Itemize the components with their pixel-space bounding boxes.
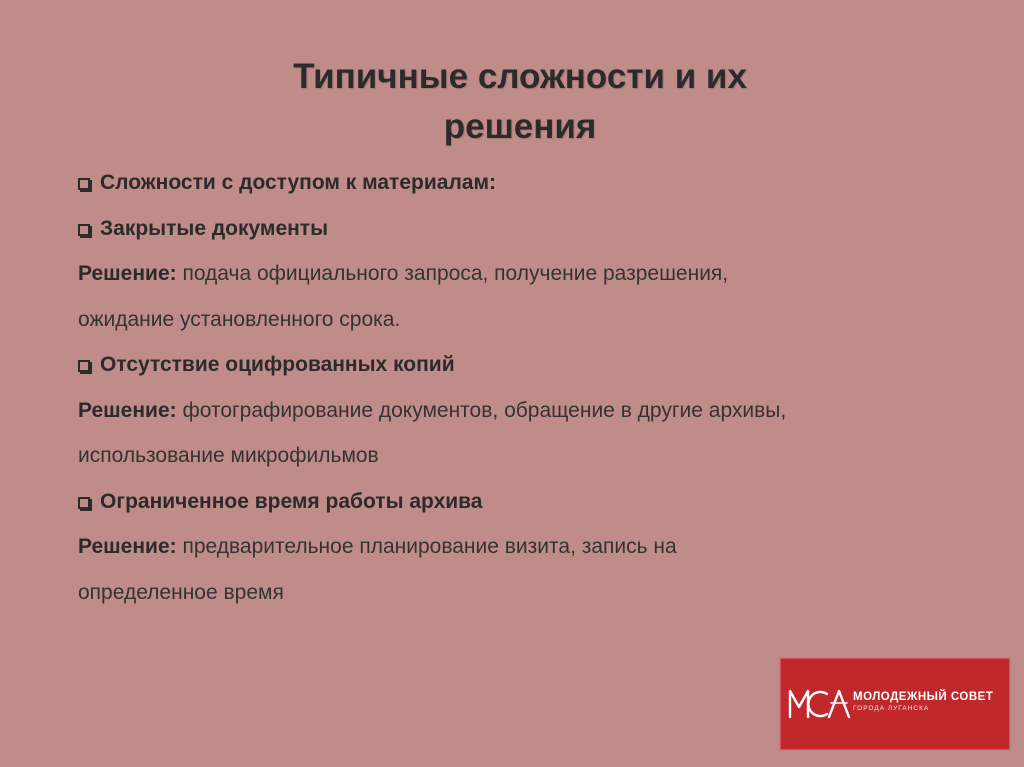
solution-text: подача официального запроса, получение разрешения, (176, 262, 729, 285)
checkbox-bullet-icon (78, 224, 90, 236)
bullet-closed-documents (78, 206, 978, 252)
bullet-limited-archive-hours (78, 479, 978, 525)
solution-1-line-1 (78, 251, 978, 297)
logo-sub-text: ГОРОДА ЛУГАНСКА (853, 705, 930, 712)
solution-1-line-2 (78, 297, 978, 343)
solution-2-line-2 (78, 433, 978, 479)
solution-2-line-1 (78, 388, 978, 434)
logo-main-text: МОЛОДЕЖНЫЙ СОВЕТ (853, 691, 994, 703)
solution-3-line-2 (78, 570, 978, 616)
solution-text: ожидание установленного срока. (78, 307, 401, 331)
solution-text: определенное время (78, 580, 284, 604)
slide-content (78, 160, 978, 615)
bullet-no-digital-copies (78, 342, 978, 388)
bullet-text: Закрытые документы (100, 216, 329, 240)
solution-3-line-1 (78, 524, 978, 570)
checkbox-bullet-icon (78, 360, 90, 372)
solution-text: предварительное планирование визита, запись на (176, 535, 677, 558)
bullet-access-difficulties (78, 160, 978, 206)
slide-title-line-1: Типичные сложности и их (293, 57, 747, 96)
youth-council-logo-mark-icon (787, 683, 851, 723)
solution-label: Решение: (78, 262, 177, 285)
bullet-text: Отсутствие оцифрованных копий (100, 353, 455, 376)
solution-text: использование микрофильмов (78, 444, 379, 467)
bullet-text: Ограниченное время работы архива (100, 489, 483, 513)
solution-text: фотографирование документов, обращение в другие архивы, (176, 398, 787, 422)
solution-label: Решение: (78, 535, 177, 558)
youth-council-logo (780, 658, 1010, 750)
bullet-text: Сложности с доступом к материалам: (100, 171, 496, 194)
youth-council-logo-text (853, 691, 993, 713)
slide-title (0, 52, 1024, 152)
checkbox-bullet-icon (78, 178, 90, 190)
checkbox-bullet-icon (78, 497, 90, 509)
solution-label: Решение: (78, 398, 177, 422)
slide-title-line-2: решения (443, 107, 597, 146)
